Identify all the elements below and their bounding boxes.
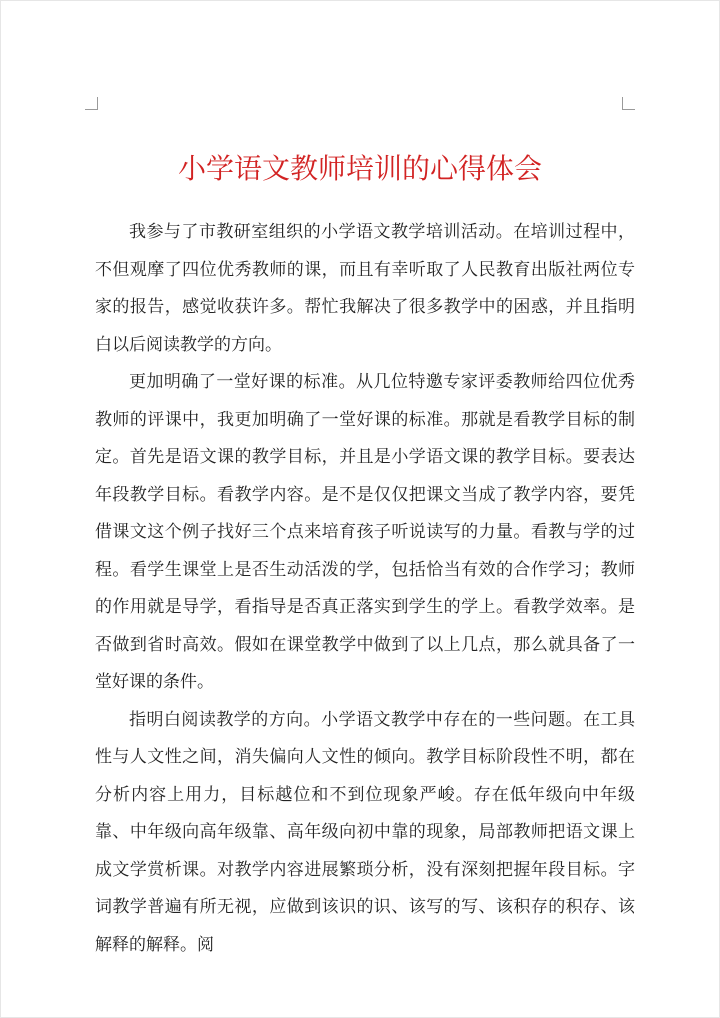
paragraph-2: 更加明确了一堂好课的标准。从几位特邀专家评委教师给四位优秀教师的评课中，我更加明确了一堂好课的标准。那就是看教学目标的制定。首先是语文课的教学目标，并且是小学语文课的教学目标。要表达年段教学目标。看教学内容。是不是仅仅把课文当成了教学内容，要凭借课文这个例子找好三个点来培育孩子听说读写的力量。看教与学的过程。看学生课堂上是否生动活泼的学，包括恰当有效的合作学习；教师的作用就是导学，看指导是否真正落实到学生的学上。看教学效率。是否做到省时高效。假如在课堂教学中做到了以上几点，那么就具备了一堂好课的条件。 bbox=[95, 372, 635, 692]
paragraph-1: 我参与了市教研室组织的小学语文教学培训活动。在培训过程中，不但观摩了四位优秀教师的课，而且有幸听取了人民教育出版社两位专家的报告，感觉收获许多。帮忙我解决了很多教学中的困惑，并且指明白以后阅读教学的方向。 bbox=[95, 222, 635, 355]
document-title: 小学语文教师培训的心得体会 bbox=[177, 152, 542, 185]
crop-mark-top-left bbox=[85, 97, 98, 110]
crop-mark-top-right bbox=[622, 97, 635, 110]
document-body bbox=[95, 214, 635, 964]
paragraph-3: 指明白阅读教学的方向。小学语文教学中存在的一些问题。在工具性与人文性之间，消失偏向人文性的倾向。教学目标阶段性不明，都在分析内容上用力，目标越位和不到位现象严峻。存在低年级向中年级靠、中年级向高年级靠、高年级向初中靠的现象，局部教师把语文课上成文学赏析课。对教学内容进展繁琐分析，没有深刻把握年段目标。字词教学普遍有所无视，应做到该识的识、该写的写、该积存的积存、该解释的解释。阅 bbox=[95, 709, 635, 955]
